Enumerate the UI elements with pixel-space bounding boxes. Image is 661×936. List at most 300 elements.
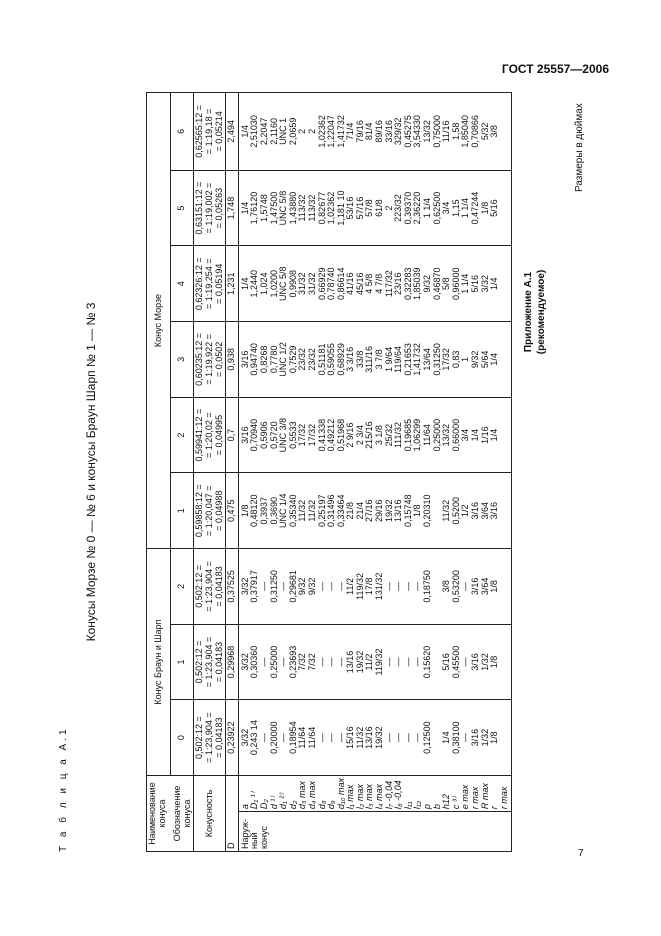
param-name: d₂ — [287, 800, 298, 810]
taper-line: = 0,05214 — [213, 111, 224, 152]
param-value: 3/16 — [489, 501, 500, 520]
param-value: 11/2 — [345, 577, 356, 595]
param-value: 13/32 — [441, 423, 452, 447]
param-value — [500, 173, 510, 244]
param-value: 2,36220 — [412, 191, 423, 225]
param-name: d₁ ²⁾ — [278, 793, 289, 810]
param-value: — — [326, 581, 337, 591]
taper-line: 0,59941:12 = — [194, 408, 205, 462]
appendix-block — [522, 222, 548, 402]
values-col-3 — [238, 473, 512, 549]
col-number-0: 0 — [170, 700, 194, 776]
param-value: 1,85040 — [460, 115, 471, 148]
param-value: 0,23693 — [287, 645, 298, 679]
param-value: 119/32 — [374, 648, 385, 676]
page-number: 7 — [578, 848, 584, 859]
param-value: 1/32 — [479, 653, 490, 671]
param-names — [238, 775, 512, 811]
param-value: 11/32 — [306, 499, 317, 522]
param-value: — — [258, 657, 269, 667]
D-label: D — [226, 775, 239, 851]
param-value: 1/4 — [239, 277, 250, 290]
param-name: l₄ max — [374, 783, 385, 810]
taper-line: = 1:23,904 = — [203, 712, 214, 763]
appendix-title: Приложение А.1 — [523, 271, 534, 353]
param-value: — — [258, 733, 269, 743]
param-value: 3/16 — [239, 350, 250, 369]
param-value: 9/32 — [470, 350, 480, 369]
param-value: 0,39370 — [402, 191, 413, 225]
col-number-4: 2 — [170, 397, 194, 473]
param-name: l₂ max — [354, 784, 365, 810]
param-value: — — [383, 657, 394, 667]
param-value: 25/32 — [383, 423, 394, 447]
param-name: D₂ — [258, 799, 269, 810]
param-value: 0,3690 — [268, 496, 279, 525]
param-value: 1/4 — [239, 125, 250, 138]
param-name: d₄ max — [306, 780, 317, 810]
param-value: 3 3/16 — [345, 346, 356, 372]
values-col-2 — [238, 549, 512, 625]
param-value: 0,21653 — [402, 343, 413, 376]
param-value: 0,5906 — [258, 421, 269, 449]
param-value: 0,20310 — [422, 494, 433, 528]
param-value: 17/32 — [441, 348, 452, 371]
param-value: 11/64 — [297, 726, 308, 749]
param-value: 0,29681 — [287, 570, 298, 603]
col-number-3: 1 — [170, 473, 194, 549]
param-value: 21/4 — [354, 501, 365, 520]
taper-line: = 0,04183 — [213, 641, 224, 683]
header-brown-sharpe: Конус Браун и Шарп — [147, 549, 171, 776]
param-value: 0,59055 — [326, 343, 337, 376]
param-value: 0,45500 — [450, 645, 461, 679]
param-value: 1,2440 — [249, 269, 260, 298]
param-value: 3/8 — [441, 580, 452, 593]
param-value: 0,96000 — [450, 267, 461, 300]
param-value: 1/4 — [489, 428, 500, 442]
param-value: 23/32 — [297, 348, 308, 371]
col-number-1: 1 — [170, 624, 194, 700]
param-value: — — [460, 581, 471, 591]
param-value: 0,78740 — [326, 267, 337, 300]
param-value: 11/64 — [306, 726, 317, 749]
param-value: 1/32 — [479, 728, 490, 747]
values-col-0 — [238, 700, 512, 776]
col-number-7: 5 — [170, 170, 194, 246]
param-value: 5/16 — [441, 653, 452, 671]
param-value: 21/8 — [345, 501, 356, 520]
param-value: 5/32 — [479, 122, 490, 141]
param-value: 23/32 — [306, 348, 317, 371]
param-value: 13/64 — [422, 348, 433, 371]
param-value: 1,02362 — [326, 191, 337, 225]
appendix-subtitle: (рекомендуемое) — [536, 269, 547, 355]
param-value: 17/32 — [297, 423, 308, 447]
param-value: 3/32 — [239, 577, 250, 596]
param-name: l₇ -0,04 — [383, 780, 394, 810]
param-value: 1,22047 — [326, 115, 337, 148]
values-col-7 — [238, 170, 512, 246]
param-value: — — [402, 581, 413, 591]
param-value: 0,32283 — [402, 267, 413, 300]
param-value: 0,5533 — [287, 421, 298, 449]
param-value: — — [383, 733, 394, 743]
param-value: 0,38100 — [450, 721, 461, 754]
param-value: 2 — [306, 128, 317, 134]
param-name: l₈ -0,04 — [393, 780, 404, 810]
param-value: 0,66000 — [450, 418, 461, 452]
param-value: 0,20000 — [268, 721, 279, 754]
param-name: d₈ — [316, 800, 327, 810]
param-value: 3/16 — [239, 426, 250, 444]
header-name-cell: Наименование конуса Обозначение конуса — [147, 775, 194, 851]
param-value: 15/16 — [345, 726, 356, 749]
param-value: 0,49212 — [326, 418, 337, 452]
param-value: — — [335, 581, 346, 591]
outer-line: ный — [249, 832, 260, 849]
taper-line: = 0,04995 — [213, 414, 224, 456]
param-value: 0,41338 — [316, 418, 327, 452]
param-name: l₃ max — [364, 784, 375, 810]
D-value-8: 2,494 — [226, 93, 239, 171]
param-value: 1,41732 — [335, 115, 346, 148]
param-value: 7/32 — [306, 653, 317, 671]
param-value: 3/4 — [441, 201, 452, 215]
param-value: 0,45275 — [402, 115, 413, 148]
param-value: 1,85039 — [412, 267, 423, 300]
param-value: 11/32 — [297, 499, 308, 522]
param-value: 3/4 — [460, 428, 471, 442]
param-value: 3/16 — [470, 653, 480, 671]
param-value: 33/16 — [383, 120, 394, 143]
param-value: 61/8 — [374, 199, 385, 217]
param-value: 31/32 — [306, 272, 317, 295]
param-value: 0,5200 — [450, 496, 461, 525]
param-value: 0,8268 — [258, 345, 269, 374]
param-value: 0,66929 — [316, 267, 327, 300]
param-value: 0,33464 — [335, 494, 346, 528]
param-value: — — [393, 581, 404, 591]
D-value-3: 0,475 — [226, 473, 239, 549]
param-value: 57/16 — [354, 196, 365, 220]
param-value: 329/32 — [393, 117, 404, 146]
param-value: 0,46870 — [431, 267, 442, 300]
param-value: — — [335, 657, 346, 667]
param-value: — — [316, 581, 327, 591]
taper-cell-3 — [194, 473, 226, 549]
param-value: 0,5720 — [268, 421, 279, 449]
outer-cone-label — [238, 812, 512, 852]
param-value: 0,25197 — [316, 494, 327, 528]
param-value: 0,12500 — [422, 721, 433, 754]
D-value-7: 1,748 — [226, 170, 239, 246]
param-name: d₁₀ max — [335, 777, 346, 810]
param-value: 3/32 — [239, 653, 250, 671]
param-name: d₃ max — [297, 781, 308, 810]
param-value: 19/32 — [354, 650, 365, 674]
taper-line: = 1:23,904 = — [203, 561, 214, 612]
taper-line: = 0,05194 — [213, 263, 224, 304]
param-value: 89/16 — [374, 120, 385, 143]
param-value: 1/8 — [479, 201, 490, 215]
param-value: 2 3/4 — [354, 425, 365, 446]
param-value: 4 7/8 — [374, 273, 385, 294]
header-morse: Конус Морзе — [147, 93, 171, 549]
col-number-6: 4 — [170, 246, 194, 322]
taper-cell-4 — [194, 397, 226, 473]
param-value — [500, 702, 510, 773]
param-value: 0,82677 — [316, 191, 327, 225]
param-value: 2,2047 — [258, 117, 269, 146]
param-value: 111/32 — [393, 421, 404, 449]
taper-line: 0,59858:12 = — [194, 484, 205, 538]
param-value: 9/32 — [422, 274, 433, 293]
param-name: d₉ — [326, 800, 337, 810]
taper-table — [146, 92, 512, 852]
param-value: 19/32 — [374, 726, 385, 749]
param-value: 1,5748 — [258, 194, 269, 222]
param-value: 2,51030 — [249, 115, 260, 148]
param-value: — — [412, 733, 423, 743]
values-col-6 — [238, 246, 512, 322]
param-value: 17/32 — [306, 423, 317, 447]
param-value: 0,53200 — [450, 570, 461, 603]
header-designation: Обозначение конуса — [172, 785, 192, 842]
param-value: 1,58 — [450, 122, 461, 141]
taper-line: = 0,04183 — [213, 566, 224, 607]
param-name: r max — [470, 786, 480, 810]
header-taper: Конусность — [194, 775, 226, 851]
param-value — [500, 248, 510, 319]
param-value: UNC 5/8 — [278, 266, 289, 301]
param-value: 9/32 — [306, 577, 317, 596]
taper-cell-5 — [194, 322, 226, 398]
param-value: 1/8 — [489, 580, 500, 593]
param-value: 1,47500 — [268, 191, 279, 225]
param-value: 1,76120 — [249, 191, 260, 225]
param-name: h12 — [441, 794, 452, 810]
D-value-1: 0,29968 — [226, 624, 239, 700]
param-value — [500, 400, 510, 471]
param-value: 1/8 — [489, 731, 500, 744]
taper-line: = 1:19,922 = — [203, 334, 214, 385]
taper-cell-7 — [194, 170, 226, 246]
taper-line: = 1:20,047 = — [203, 485, 214, 537]
col-number-2: 2 — [170, 549, 194, 625]
param-value: 1/8 — [239, 504, 250, 517]
param-value: 0,9908 — [287, 269, 298, 298]
param-value: 311/16 — [364, 345, 375, 373]
param-value: 11/64 — [422, 424, 433, 446]
param-name: c ³⁾ — [450, 796, 461, 810]
param-value: 0,35340 — [287, 494, 298, 528]
param-value: 215/16 — [364, 421, 375, 449]
param-value: 1/4 — [441, 731, 452, 744]
param-value: — — [326, 657, 337, 667]
param-value: 9/32 — [297, 577, 308, 596]
param-value: 1,43880 — [287, 191, 298, 225]
param-value: 0,37917 — [249, 570, 260, 603]
param-name: l₁ max — [345, 784, 356, 810]
taper-line: 0,62565:12 = — [194, 104, 205, 158]
outer-line: Наруж- — [239, 818, 250, 849]
param-value: 0,15620 — [422, 645, 433, 679]
taper-line: 0,502:12 = — [194, 565, 205, 608]
param-value: 3 1/8 — [374, 425, 385, 446]
param-value: 71/4 — [345, 122, 356, 141]
param-name: r max — [498, 786, 509, 810]
param-value: 1 — [460, 356, 471, 362]
param-value: 1 9/64 — [383, 346, 394, 372]
param-value: 0,3937 — [258, 496, 269, 525]
param-value: 1/8 — [412, 504, 423, 517]
values-col-8 — [238, 93, 512, 171]
param-value: UNC 3/8 — [278, 417, 289, 453]
param-value: 1,181 10 — [335, 190, 346, 226]
param-value: 3/16 — [470, 501, 480, 520]
taper-cell-1 — [194, 624, 226, 700]
param-value: 1 1/4 — [422, 198, 433, 219]
table-heading: Конусы Морзе № 0 — № 6 и конусы Браун Шарп № 1 — № 3 — [84, 302, 98, 642]
col-number-8: 6 — [170, 93, 194, 171]
param-value — [500, 324, 510, 395]
param-value — [500, 627, 510, 698]
param-value: 1/4 — [239, 201, 250, 215]
param-value: 119/64 — [393, 345, 404, 373]
param-name: d ¹⁾ — [268, 796, 279, 810]
param-value: 13/16 — [393, 499, 404, 523]
param-value: 0,31250 — [268, 570, 279, 603]
param-value: 11/2 — [364, 653, 375, 671]
param-value: 19/32 — [383, 499, 394, 523]
param-value: 3,54330 — [412, 115, 423, 148]
param-value: — — [412, 581, 423, 591]
param-value: 0,25000 — [268, 645, 279, 679]
param-value: 0,31496 — [326, 494, 337, 528]
param-value: — — [258, 581, 269, 591]
param-value: 0,86614 — [335, 267, 346, 300]
taper-line: = 0,05263 — [213, 187, 224, 229]
param-value: UNC 1/4 — [278, 493, 289, 528]
param-value: 0,62500 — [431, 191, 442, 225]
param-value: 2 9/16 — [345, 422, 356, 448]
taper-line: = 1:20,02 = — [203, 412, 214, 458]
param-value: — — [460, 733, 471, 743]
param-value: UNC 5/8 — [278, 190, 289, 226]
D-value-2: 0,37525 — [226, 549, 239, 625]
param-value: 2,1160 — [268, 117, 279, 145]
param-value: 1,02362 — [316, 115, 327, 148]
param-value: 0,30360 — [249, 645, 260, 679]
param-value: — — [393, 733, 404, 743]
param-value: 0,47244 — [470, 191, 480, 225]
param-value: 2 — [297, 128, 308, 134]
param-value: 11/32 — [354, 726, 365, 749]
param-value: 5/64 — [479, 350, 490, 369]
param-value: — — [278, 733, 289, 743]
param-value: 27/16 — [364, 499, 375, 523]
param-value: 1 1/4 — [460, 198, 471, 219]
param-name: e max — [460, 784, 471, 810]
param-value: 0,18954 — [287, 721, 298, 754]
document-number: ГОСТ 25557—2006 — [501, 62, 609, 76]
param-value: 3 7/8 — [374, 349, 385, 370]
param-value: 33/8 — [354, 350, 365, 369]
param-value: 31/32 — [297, 272, 308, 295]
param-value: 1/4 — [489, 353, 500, 366]
param-value: 0,7780 — [268, 345, 279, 374]
param-value: 1,024 — [258, 272, 269, 295]
param-value: 1/2 — [460, 504, 471, 517]
param-value: 2,0659 — [287, 117, 298, 146]
param-value: 0,68929 — [335, 343, 346, 376]
param-value: 45/16 — [354, 272, 365, 295]
param-value: 1/4 — [470, 428, 480, 442]
param-value: 11/32 — [441, 499, 452, 522]
param-value: 1,06299 — [412, 418, 423, 452]
param-value: — — [316, 733, 327, 743]
taper-line: = 1:19,18 = — [203, 108, 214, 155]
taper-line: = 1:19,002 = — [203, 182, 214, 234]
param-value: 0,51968 — [335, 418, 346, 452]
taper-line: = 0,04183 — [213, 717, 224, 758]
param-value: 3/16 — [470, 577, 480, 596]
param-value: 3/64 — [479, 577, 490, 596]
taper-cell-6 — [194, 246, 226, 322]
rotated-page-content — [54, 92, 594, 852]
param-value: 1 1/4 — [460, 273, 471, 294]
param-name: l₁₁ — [402, 801, 413, 810]
param-value: 41/16 — [345, 272, 356, 295]
param-value — [500, 551, 510, 622]
param-name: D₁ ¹⁾ — [249, 792, 260, 810]
param-value: 0,15748 — [402, 494, 413, 528]
param-value: 5/16 — [470, 274, 480, 293]
param-value: 131/32 — [374, 572, 385, 601]
param-value: UNC 1 — [278, 117, 289, 145]
param-value: 117/32 — [383, 270, 394, 298]
param-value: 1,41732 — [412, 343, 423, 376]
param-name: R max — [479, 783, 490, 810]
param-value: 119/32 — [354, 572, 365, 600]
param-value: — — [460, 657, 471, 667]
param-name: p — [422, 804, 433, 810]
param-name: l₁₂ — [412, 800, 423, 810]
param-name: b — [431, 804, 442, 810]
param-value: 3/64 — [479, 501, 490, 520]
param-value: 113/32 — [297, 194, 308, 222]
param-value: 0,83 — [450, 350, 461, 369]
param-value: — — [278, 581, 289, 591]
taper-cell-8 — [194, 93, 226, 171]
D-value-0: 0,23922 — [226, 700, 239, 776]
param-value: 2 — [383, 205, 394, 211]
D-value-5: 0,938 — [226, 322, 239, 398]
param-value: — — [402, 657, 413, 667]
D-value-6: 1,231 — [226, 246, 239, 322]
param-value: 3/32 — [239, 728, 250, 747]
table-label: Т а б л и ц а А.1 — [58, 726, 69, 852]
values-col-4 — [238, 397, 512, 473]
param-value: 23/16 — [393, 272, 404, 295]
param-value: 79/16 — [354, 120, 365, 143]
param-value: 7/32 — [297, 653, 308, 671]
param-value: — — [278, 657, 289, 667]
param-value: 13/32 — [422, 120, 433, 143]
param-value: 5/16 — [489, 199, 500, 217]
param-value: 13/16 — [364, 726, 375, 749]
